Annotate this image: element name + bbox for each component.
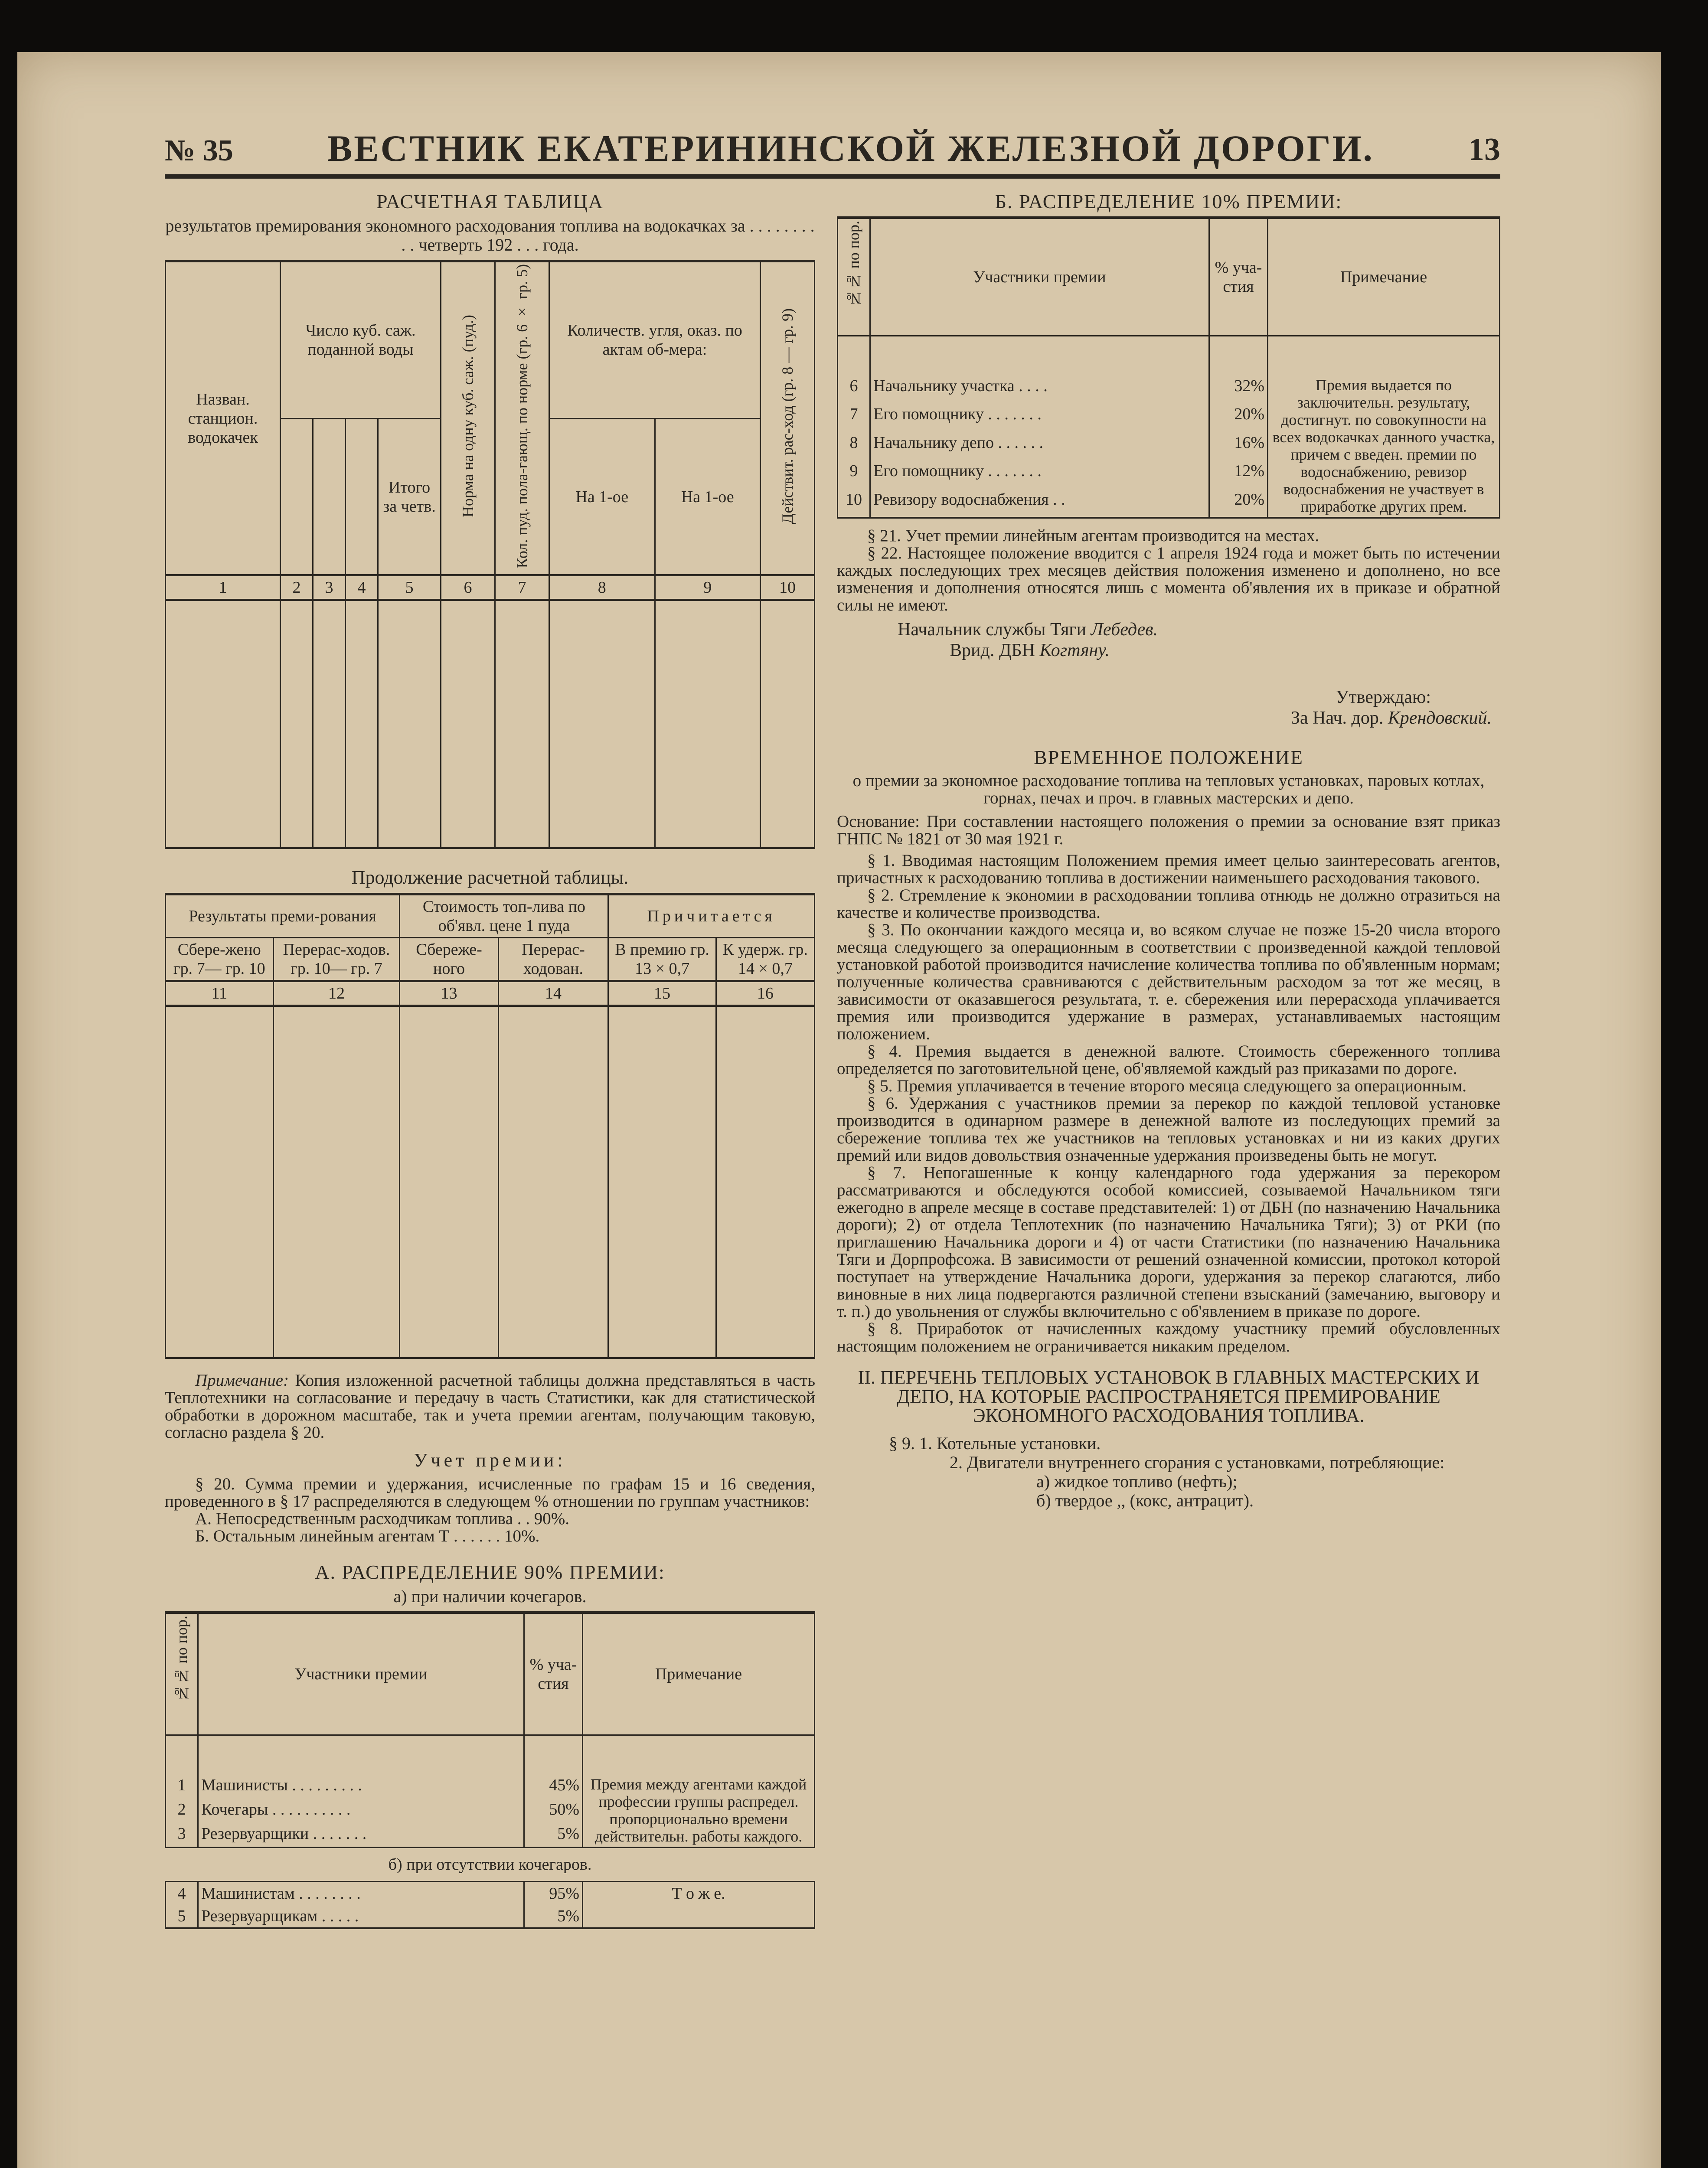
h-participants: Участники премии — [870, 218, 1209, 336]
section-7: § 7. Непогашенные к концу календарного года удержания за перекором рассматриваются и обследуются особой комиссией, созываемой Начальником тяги ежегодно в апреле месяце в составе представителей: 1) от ДБН (по назначению Начальника дороги); 2) от отдела Теплотехник (по назначению Начальника Тяги); 3) от РКИ (по приглашению Начальника дороги и 4) от части Статистики (по назначению Начальника Тяги и Дорпрофсожа. В зависимости от решений означенной комиссии, протокол которой поступает на утверждение Начальника дороги, удержания за перекор слагаются, либо виновные в них лица подвергаются различной степени взысканий (замечанию, выговору и т. п.) до увольнения от службы включительно с об'явлением в приказе по дороге. — [837, 1163, 1500, 1321]
column-numbers: 1 2 3 4 5 6 7 8 9 10 — [166, 575, 815, 600]
dist-b-note: Премия выдается по заключительн. результату, достигнут. по совокупности на всех водокачках данного участка, причем с введен. премии по водоснабжению, ревизор водоснабжения не участвует в приработке других прем. — [1268, 375, 1500, 518]
h-due: Причитается — [608, 894, 815, 938]
section-4: § 4. Премия выдается в денежной валюте. Стоимость сбереженного топлива определяется по заготовительной цене, об'являемой каждый раз приказами по дороге. — [837, 1042, 1500, 1078]
h-cost: Стоимость топ-лива по об'явл. цене 1 пуда — [400, 894, 608, 938]
h-over: Перерас-ходов. гр. 10— гр. 7 — [273, 938, 400, 981]
dist-a-title: А. РАСПРЕДЕЛЕНИЕ 90% ПРЕМИИ: — [315, 1561, 665, 1584]
right-column — [837, 182, 1500, 1510]
dist-a-subtitle: а) при наличии кочегаров. — [393, 1587, 587, 1606]
section-9-item-a: а) жидкое топливо (нефть); — [1036, 1472, 1238, 1491]
accounting-title: Учет премии: — [414, 1450, 566, 1471]
h-results: Результаты преми-рования — [166, 894, 400, 938]
table-row: 2 Кочегары . . . . . . . . . . 50% — [166, 1798, 815, 1822]
calc-table-title: РАСЧЕТНАЯ ТАБЛИЦА — [376, 190, 604, 212]
h-qty: Кол. пуд. пола-гающ. по норме (гр. 6 × гр. 5) — [495, 261, 549, 575]
section-2: § 2. Стремление к экономии в расходовании топлива отнюдь не должно отразиться на качестве и количестве производства. — [837, 886, 1500, 922]
table-row: 3 Резервуарщики . . . . . . . 5% — [166, 1822, 815, 1848]
table-row: 1 Машинисты . . . . . . . . . 45% Премия между агентами каждой профессии группы распредел. пропорционально времени действительн. работы каждого. — [166, 1774, 815, 1798]
page-number: 13 — [1468, 132, 1500, 167]
section-ii-heading: II. ПЕРЕЧЕНЬ ТЕПЛОВЫХ УСТАНОВОК В ГЛАВНЫХ МАСТЕРСКИХ И ДЕПО, НА КОТОРЫЕ РАСПРОСТРАНЯЕТСЯ ПРЕМИРОВАНИЕ ЭКОНОМНОГО РАСХОДОВАНИЯ ТОПЛИВА. — [858, 1367, 1479, 1426]
section-5: § 5. Премия уплачивается в течение второго месяца следующего за операционным. — [867, 1077, 1466, 1095]
temp-regulation-subtitle: о премии за экономное расходование топлива на тепловых установках, паровых котлах, горнах, печах и проч. в главных мастерских и депо. — [852, 771, 1485, 807]
section-9-item-2: 2. Двигатели внутреннего сгорания с установками, потребляющие: — [950, 1453, 1445, 1472]
h-num: №№ по пор. — [838, 218, 870, 336]
masthead: ВЕСТНИК ЕКАТЕРИНИНСКОЙ ЖЕЛЕЗНОЙ ДОРОГИ. — [327, 127, 1374, 169]
dist-b-table — [837, 216, 1500, 519]
section-3: § 3. По окончании каждого месяца и, во всяком случае не позже 15-20 числа второго месяца следующего за операционным в соответствии с произведенной каждой тепловой установкой работой производится начисление количества топлива по об'явленным нормам; полученные количества сравниваются с действительным расходом за тот же месяц, в зависимости от оказавшегося результата, т. е. сбережения или перерасхода уплачивается премия или производится удержание в размерах, устанавливаемых настоящим положением. — [837, 921, 1500, 1043]
h-pct: % уча-стия — [1209, 218, 1268, 336]
table-row: 4 Машинистам . . . . . . . . 95% Т о ж е. — [166, 1882, 815, 1905]
table-row: 6 Начальнику участка . . . . 32% Премия выдается по заключительн. результату, достигнут. по совокупности на всех водокачках данного участка, причем с введен. премии по водоснабжению, ревизор водоснабжения не участвует в приработке других прем. — [838, 375, 1500, 403]
calc-table — [165, 260, 815, 849]
paragraph-22: § 22. Настоящее положение вводится с 1 апреля 1924 года и может быть по истечении каждых последующих трех месяцев действия положения изменено и дополнено, но все изменения и дополнения относятся лишь с момента об'явления их в приказе и обратной силы не имеют. — [837, 544, 1500, 614]
table-row: 7 Его помощнику . . . . . . . 20% — [838, 403, 1500, 431]
basis: Основание: При составлении настоящего положения о премии за основание взят приказ ГНПС № 1821 от 30 мая 1921 г. — [837, 812, 1500, 848]
h-num: №№ по пор. — [166, 1613, 198, 1735]
h-withhold: К удерж. гр. 14 × 0,7 — [716, 938, 814, 981]
section-6: § 6. Удержания с участников премии за перекор по каждой тепловой установке производится в одинарном размере в денежной валюте из последующих премий за сбережение топлива тех же участников на тепловых установках и ни из каких других премий или видов довольствия означенные удержания произведены быть не могут. — [837, 1094, 1500, 1165]
h-note: Примечание — [1268, 218, 1500, 336]
h-prize: В премию гр. 13 × 0,7 — [608, 938, 716, 981]
section-9-item-1: § 9. 1. Котельные установки. — [889, 1433, 1101, 1453]
h-cubes: Число куб. саж. поданной воды — [281, 261, 441, 418]
h-note: Примечание — [583, 1613, 815, 1735]
temp-regulation-title: ВРЕМЕННОЕ ПОЛОЖЕНИЕ — [1034, 746, 1303, 768]
h-first-1: На 1-ое — [549, 418, 655, 575]
table-row: 9 Его помощнику . . . . . . . 12% — [838, 460, 1500, 488]
h-saved: Сбере-жено гр. 7— гр. 10 — [166, 938, 274, 981]
section-9-item-b: б) твердое ,, (кокс, антрацит). — [1036, 1491, 1254, 1510]
signature-1: Начальник службы Тяги Лебедев. — [898, 620, 1158, 640]
h-first-2: На 1-ое — [655, 418, 761, 575]
table-row: 10 Ревизору водоснабжения . . 20% — [838, 488, 1500, 518]
section-1: § 1. Вводимая настоящим Положением премия имеет целью заинтересовать агентов, причастных к расходованию топлива в достижении наименьшего расходования такового. — [837, 851, 1500, 887]
paragraph-21: § 21. Учет премии линейным агентам производится на местах. — [867, 526, 1319, 545]
h-total: Итого за четв. — [378, 418, 441, 575]
h-pct: % уча-стия — [524, 1613, 583, 1735]
group-a: А. Непосредственным расходчикам топлива . . 90%. — [195, 1509, 570, 1528]
group-b: Б. Остальным линейным агентам Т . . . . . . 10%. — [195, 1527, 540, 1546]
h-station: Назван. станцион. водокачек — [166, 261, 281, 575]
left-column — [165, 182, 815, 1929]
dist-a-note: Премия между агентами каждой профессии группы распредел. пропорционально времени действительн. работы каждого. — [583, 1774, 815, 1848]
calc-table-continued — [165, 893, 815, 1359]
h-actual: Действит. рас-ход (гр. 8 — гр. 9) — [761, 261, 815, 575]
empty-rows-2 — [166, 1006, 815, 1358]
calc-table2-title: Продолжение расчетной таблицы. — [351, 867, 629, 888]
dist-a-table — [165, 1611, 815, 1929]
empty-rows — [166, 600, 815, 849]
h-overrun: Перерас-ходован. — [498, 938, 608, 981]
column-numbers-2: 11 12 13 14 15 16 — [166, 981, 815, 1006]
table-row: 5 Резервуарщикам . . . . . 5% — [166, 1905, 815, 1928]
approval-block: Утверждаю: За Нач. дор. Крендовский. — [1290, 687, 1492, 728]
h-norm: Норма на одну куб. саж. (пуд.) — [441, 261, 495, 575]
paragraph-20: § 20. Сумма премии и удержания, исчисленные по графам 15 и 16 сведения, проведенного в § 17 распределяются в следующем % отношении по группам участников: — [165, 1475, 815, 1511]
h-saving: Сбереже-ного — [400, 938, 498, 981]
dist-a-subtitle-b: б) при отсутствии кочегаров. — [166, 1848, 815, 1882]
table-row: 8 Начальнику депо . . . . . . 16% — [838, 431, 1500, 460]
dist-a-note-b: Т о ж е. — [583, 1882, 815, 1929]
page-header — [165, 118, 1500, 179]
h-participants: Участники премии — [198, 1613, 524, 1735]
issue-number: № 35 — [165, 134, 233, 167]
section-8: § 8. Приработок от начисленных каждому участнику премий обусловленных настоящим положением не ограничивается никаким пределом. — [837, 1319, 1500, 1355]
note-paragraph: Примечание: Копия изложенной расчетной таблицы должна представляться в часть Теплотехники на согласование и передачу в часть Статистики, как для статистической обработки в дорожном масштабе, так и учета премии агентам, получающим таковую, согласно раздела § 20. — [165, 1371, 815, 1442]
h-coal: Количеств. угля, оказ. по актам об-мера: — [549, 261, 761, 418]
signature-2: Врид. ДБН Когтяну. — [950, 640, 1110, 660]
calc-table-subtitle: результатов премирования экономного расходования топлива на водокачках за . . . . . . . . . . четверть 192 . . . года. — [165, 216, 815, 255]
dist-b-title: Б. РАСПРЕДЕЛЕНИЕ 10% ПРЕМИИ: — [995, 190, 1342, 212]
